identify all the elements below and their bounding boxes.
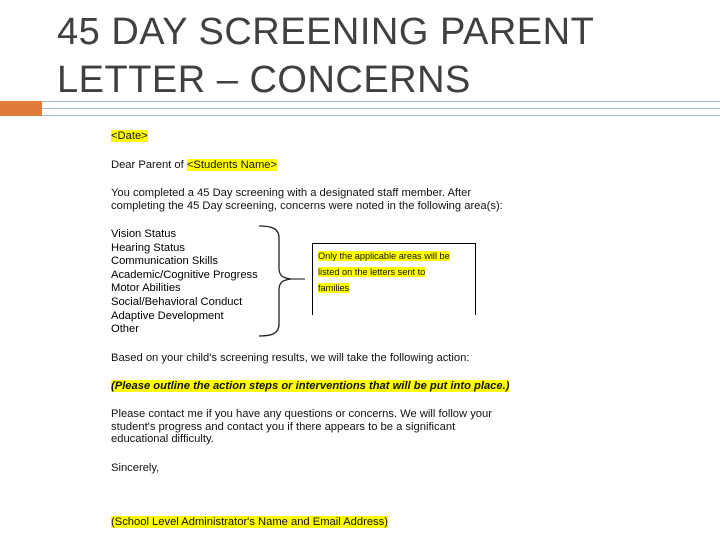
slide-title-line-2: LETTER – CONCERNS: [57, 59, 471, 101]
intro-paragraph: [111, 187, 503, 212]
title-rule-line: [42, 101, 720, 116]
concern-areas-list: [111, 228, 258, 337]
date-placeholder: <Date>: [111, 130, 148, 142]
contact-line-3: educational difficulty.: [111, 433, 214, 446]
slide-title: [57, 8, 697, 104]
contact-line-1: Please contact me if you have any questions or concerns. We will follow your: [111, 408, 492, 420]
list-item: Social/Behavioral Conduct: [111, 295, 243, 308]
list-item: Adaptive Development: [111, 309, 224, 322]
slide-title-line-1: 45 DAY SCREENING PARENT: [57, 11, 595, 53]
signature-placeholder: (School Level Administrator's Name and Email Address): [111, 516, 388, 528]
list-item: Communication Skills: [111, 255, 218, 268]
salutation-prefix: Dear Parent of: [111, 159, 187, 171]
intro-line-2: completing the 45 Day screening, concerns were noted in the following area(s):: [111, 199, 503, 212]
action-placeholder-line: [111, 380, 509, 393]
contact-line-2: student's progress and contact you if there appears to be a significant: [111, 420, 456, 433]
curly-brace-icon: [257, 224, 309, 338]
closing: Sincerely,: [111, 462, 160, 474]
list-item: Other: [111, 323, 139, 336]
applicable-areas-note: [312, 243, 476, 315]
list-item: Hearing Status: [111, 241, 186, 254]
action-intro: Based on your child's screening results, we will take the following action:: [111, 352, 470, 364]
salutation: [111, 159, 277, 172]
note-line-2: listed on the letters sent to: [318, 267, 426, 277]
signature-line: [111, 516, 388, 529]
note-line-3: families: [318, 283, 350, 293]
list-item: Motor Abilities: [111, 282, 181, 295]
student-name-placeholder: <Students Name>: [186, 159, 278, 171]
intro-line-1: You completed a 45 Day screening with a designated staff member. After: [111, 187, 472, 199]
action-placeholder: (Please outline the action steps or interventions that will be put into place.): [111, 380, 510, 392]
list-item: Vision Status: [111, 228, 177, 240]
list-item: Academic/Cognitive Progress: [111, 268, 258, 281]
title-rule-accent: [0, 101, 42, 116]
note-line-1: Only the applicable areas will be: [318, 251, 450, 261]
contact-paragraph: [111, 408, 492, 446]
date-line: [111, 130, 148, 143]
